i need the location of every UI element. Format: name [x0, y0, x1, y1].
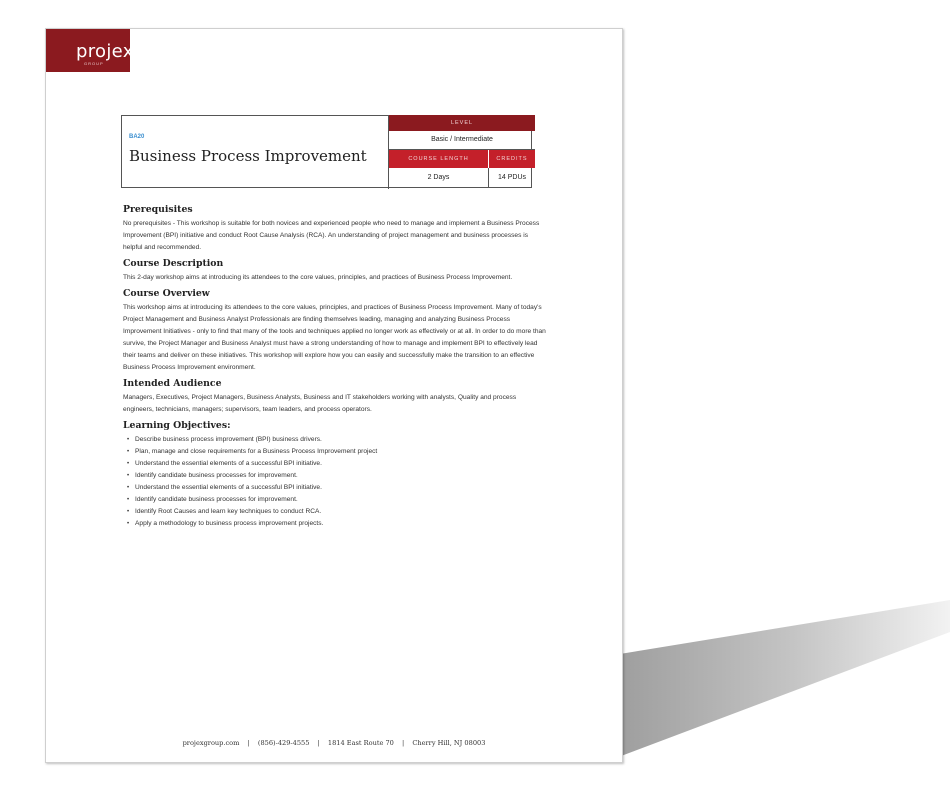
list-item — [123, 434, 547, 446]
intended-audience-text: Managers, Executives, Project Managers, Business Analysts, Business and IT stakeholders working with analysts, Quality and process engineers, technicians, managers; supervisors, team leaders, and process operators. — [123, 394, 517, 413]
list-item — [123, 446, 547, 458]
objective-text: Identify Root Causes and learn key techniques to conduct RCA. — [135, 508, 322, 515]
footer-phone: (856)-429-4555 — [257, 739, 310, 747]
level-value: Basic / Intermediate — [389, 131, 535, 150]
intended-audience-heading: Intended Audience — [123, 378, 222, 389]
credits-value: 14 PDUs — [488, 168, 535, 188]
list-item — [123, 494, 547, 506]
bullet-icon: • — [127, 437, 130, 443]
objective-text: Understand the essential elements of a successful BPI initiative. — [135, 460, 322, 467]
projex-logo — [46, 29, 134, 72]
course-info-table — [388, 115, 535, 189]
list-item — [123, 482, 547, 494]
bullet-icon: • — [127, 449, 130, 455]
bullet-icon: • — [127, 509, 130, 515]
learning-objectives-list — [123, 434, 547, 530]
footer-website: projexgroup.com — [182, 739, 240, 747]
document-body — [123, 204, 547, 530]
course-code: BA20 — [129, 134, 145, 140]
course-overview-heading: Course Overview — [123, 288, 210, 299]
footer-city: Cherry Hill, NJ 08003 — [412, 739, 486, 747]
list-item — [123, 470, 547, 482]
prerequisites-heading: Prerequisites — [123, 204, 193, 215]
learning-objectives-heading: Learning Objectives: — [123, 420, 231, 431]
objective-text: Identify candidate business processes for improvement. — [135, 472, 298, 479]
page-footer — [46, 739, 622, 747]
footer-address: 1814 East Route 70 — [327, 739, 394, 747]
bullet-icon: • — [127, 497, 130, 503]
prerequisites-text: No prerequisites - This workshop is suitable for both novices and experienced people who need to manage and implement a Business Process Improvement (BPI) initiative and conduct Root Cause Analysis (RCA). An understanding of project management and business processes is helpful and recommended. — [123, 220, 540, 251]
objective-text: Apply a methodology to business process improvement projects. — [135, 520, 324, 527]
objective-text: Describe business process improvement (BPI) business drivers. — [135, 436, 322, 443]
list-item — [123, 518, 547, 530]
objective-text: Plan, manage and close requirements for a Business Process Improvement project — [135, 448, 378, 455]
logo-subtext: GROUP — [84, 61, 104, 66]
level-label: LEVEL — [389, 115, 535, 131]
list-item — [123, 458, 547, 470]
bullet-icon: • — [127, 521, 130, 527]
objective-text: Understand the essential elements of a successful BPI initiative. — [135, 484, 322, 491]
course-description-heading: Course Description — [123, 258, 224, 269]
objective-text: Identify candidate business processes for improvement. — [135, 496, 298, 503]
page-shadow — [600, 600, 950, 760]
course-description-text: This 2-day workshop aims at introducing its attendees to the core values, principles, and practices of Business Process Improvement. — [123, 274, 513, 281]
course-header-box — [121, 115, 532, 188]
bullet-icon: • — [127, 473, 130, 479]
logo-wordmark: projex — [76, 41, 134, 62]
bullet-icon: • — [127, 461, 130, 467]
credits-label: CREDITS — [488, 150, 535, 168]
footer-separator: | — [247, 739, 250, 747]
bullet-icon: • — [127, 485, 130, 491]
course-title: Business Process Improvement — [129, 147, 367, 165]
course-length-value: 2 Days — [427, 174, 450, 181]
footer-separator: | — [317, 739, 320, 747]
list-item — [123, 506, 547, 518]
course-length-label: COURSE LENGTH — [389, 150, 488, 168]
document-page — [45, 28, 623, 763]
footer-separator: | — [401, 739, 405, 747]
course-overview-text: This workshop aims at introducing its attendees to the core values, principles, and practices of Business Process Improvement. Many of today's Project Management and Business Analyst Professionals are finding themselves leading, managing and analyzing Business Process Improvement Initiatives - only to find that many of the tools and techniques applied no longer work as effectively or at all. In order to do more than survive, the Project Manager and Business Analyst must have a strong understanding of how to manage and implement BPI to effectively lead their teams and deliver on these initiatives. This workshop will explore how you can easily and successfully make the transition to an effective Business Process Improvement environment. — [123, 304, 546, 371]
